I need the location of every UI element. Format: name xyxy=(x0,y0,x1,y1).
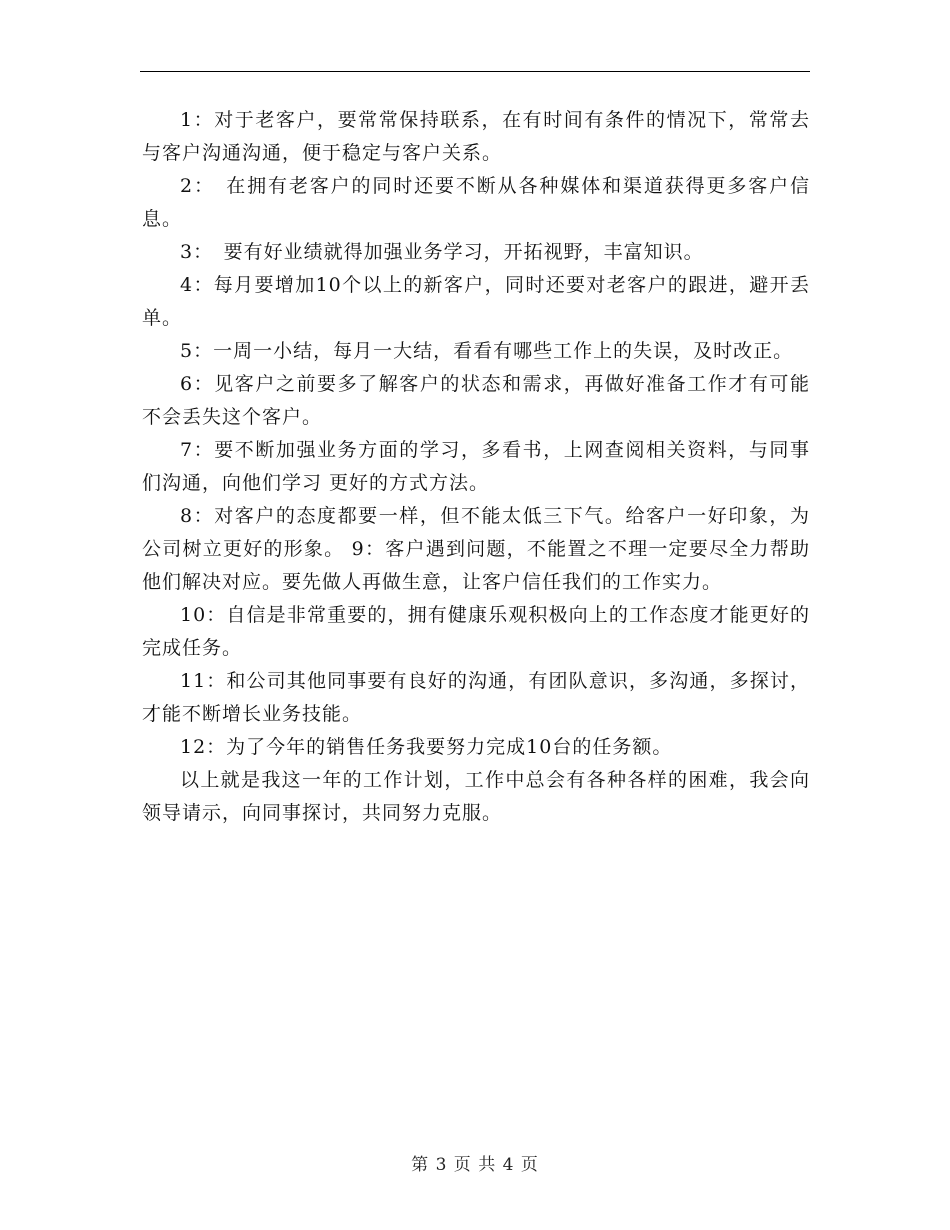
paragraph-7: 7：要不断加强业务方面的学习，多看书，上网查阅相关资料，与同事们沟通，向他们学习 更好的方式方法。 xyxy=(142,439,810,494)
page-number: 第 3 页 共 4 页 xyxy=(411,1155,539,1175)
paragraph-2: 2： 在拥有老客户的同时还要不断从各种媒体和渠道获得更多客户信息。 xyxy=(142,175,810,230)
header-rule xyxy=(140,71,810,72)
paragraph-1: 1：对于老客户，要常常保持联系，在有时间有条件的情况下，常常去与客户沟通沟通，便于稳定与客户关系。 xyxy=(142,109,810,164)
paragraph-3: 3： 要有好业绩就得加强业务学习，开拓视野，丰富知识。 xyxy=(180,241,704,263)
paragraph-12: 12：为了今年的销售任务我要努力完成10台的任务额。 xyxy=(180,736,673,758)
paragraph-11: 11：和公司其他同事要有良好的沟通，有团队意识，多沟通，多探讨，才能不断增长业务技能。 xyxy=(142,670,810,725)
paragraph-5: 5：一周一小结，每月一大结，看看有哪些工作上的失误，及时改正。 xyxy=(180,340,794,362)
paragraph-8: 8：对客户的态度都要一样，但不能太低三下气。给客户一好印象，为公司树立更好的形象。 9：客户遇到问题，不能置之不理一定要尽全力帮助他们解决对应。要先做人再做生意，让客户信任我们的工作实力。 xyxy=(142,505,810,593)
paragraph-4: 4：每月要增加10个以上的新客户，同时还要对老客户的跟进，避开丢单。 xyxy=(142,274,810,329)
paragraph-10: 10：自信是非常重要的，拥有健康乐观积极向上的工作态度才能更好的完成任务。 xyxy=(142,604,810,659)
document-body xyxy=(142,104,810,830)
paragraph-conclusion: 以上就是我这一年的工作计划，工作中总会有各种各样的困难，我会向领导请示，向同事探讨，共同努力克服。 xyxy=(142,769,810,824)
paragraph-6: 6：见客户之前要多了解客户的状态和需求，再做好准备工作才有可能不会丢失这个客户。 xyxy=(142,373,810,428)
